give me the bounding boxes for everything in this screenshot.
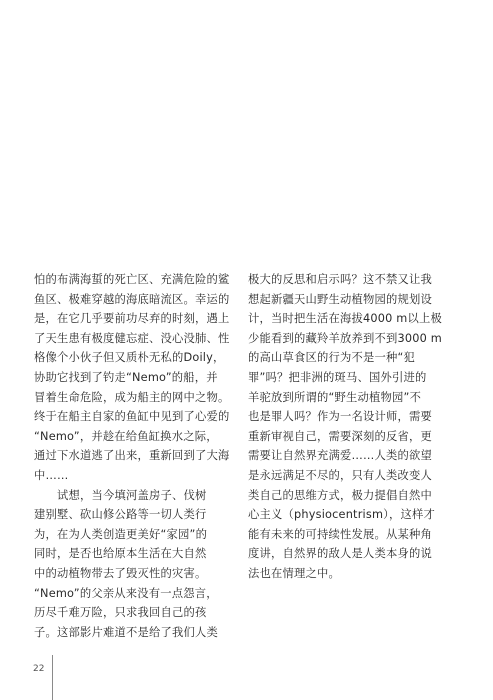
text-line: 重新审视自己，需要深刻的反省，更 [248,429,432,443]
text-line: 鱼区、极难穿越的海底暗流区。幸运的 [34,292,229,306]
text-line: 冒着生命危险，成为船主的网中之物。 [34,390,229,404]
text-line: 通过下水道逃了出来，重新回到了大海 [34,449,229,463]
text-line: 也是罪人吗？作为一名设计师，需要 [248,410,432,424]
text-line: 罪”吗？把非洲的斑马、国外引进的 [248,370,427,384]
text-line: 类自己的思维方式，极力提倡自然中 [248,488,432,502]
text-line: 羊驼放到所谓的“野生动植物园”不 [248,390,422,404]
page-number-divider [52,655,53,700]
text-line: 历尽千难万险，只求我回自己的孩 [34,606,207,620]
paragraph-start-line: 试想，当今填河盖房子、伐树 [57,488,207,502]
text-line: 建别墅、砍山修公路等一切人类行 [34,508,207,522]
text-line: 中的动植物带去了毁灭性的灾害。 [34,566,207,580]
text-line: 子。这部影片难道不是给了我们人类 [34,625,218,639]
text-line: “Nemo”，并趁在给鱼缸换水之际， [34,429,218,443]
text-line: 的高山草食区的行为不是一种“犯 [248,351,416,365]
right-text-column [248,270,443,584]
text-line: 度讲，自然界的敌人是人类本身的说 [248,547,432,561]
text-line: 少能看到的藏羚羊放养到不到3000 m [248,331,443,345]
text-line: 能有未来的可持续性发展。从某种角 [248,527,432,541]
text-line: 为，在为人类创造更美好“家园”的 [34,527,208,541]
text-line: 格像个小伙子但又质朴无私的Doily， [34,351,225,365]
page-number: 22 [33,664,45,674]
text-line: “Nemo”的父亲从来没有一点怨言， [34,586,218,600]
text-line: 协助它找到了钓走“Nemo”的船，并 [34,370,218,384]
text-line: 了天生患有极度健忘症、没心没肺、性 [34,331,229,345]
text-line: 是，在它几乎要前功尽弃的时刻，遇上 [34,312,229,326]
text-line: 极大的反思和启示吗？这不禁又让我 [248,273,432,286]
text-line: 想起新疆天山野生动植物园的规划设 [248,292,432,306]
left-text-column [34,270,229,642]
text-line: 中…… [34,468,69,482]
text-line: 同时，是否也给原本生活在大自然 [34,547,207,561]
text-line: 法也在情理之中。 [248,566,340,580]
text-line: 需要让自然界充满爱……人类的欲望 [248,449,432,463]
text-line: 计，当时把生活在海拔4000 m以上极 [248,312,443,326]
text-line: 终于在船主自家的鱼缸中见到了心爱的 [34,410,229,424]
text-line: 心主义（physiocentrism），这样才 [248,508,435,522]
text-line: 怕的布满海蜇的死亡区、充满危险的鲨 [34,273,229,286]
text-line: 是永远满足不尽的，只有人类改变人 [248,468,432,482]
